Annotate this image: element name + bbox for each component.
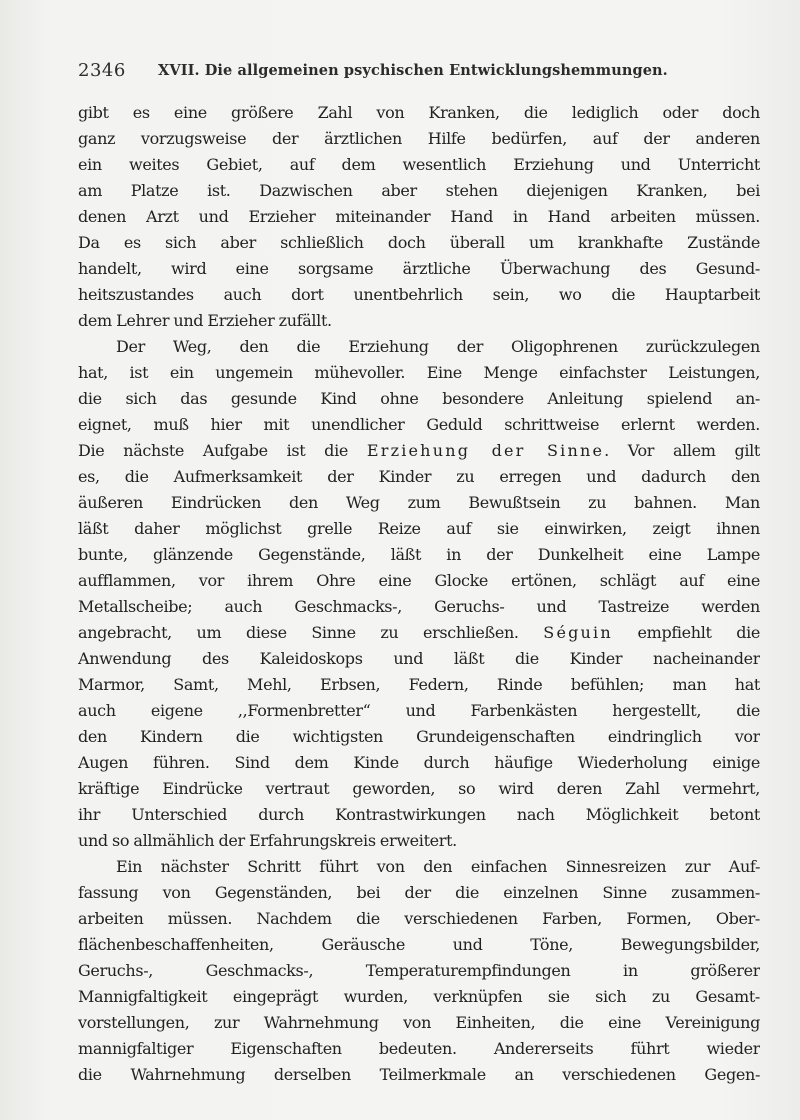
- text-fragment: Die nächste Aufgabe ist die: [78, 441, 367, 460]
- spaced-term: Séguin: [543, 623, 613, 642]
- text-line: denen Arzt und Erzieher miteinander Hand in Hand arbeiten müssen.: [78, 207, 760, 226]
- spaced-term: Erziehung der Sinne: [366, 441, 605, 460]
- text-line: mannigfaltiger Eigenschaften bedeuten. Andererseits führt wieder: [78, 1039, 760, 1058]
- text-line: äußeren Eindrücken den Weg zum Bewußtsein zu bahnen. Man: [78, 493, 760, 512]
- text-line: aufflammen, vor ihrem Ohre eine Glocke ertönen, schlägt auf eine: [78, 571, 760, 590]
- text-line: hat, ist ein ungemein mühevoller. Eine Menge einfachster Leistungen,: [78, 363, 760, 382]
- text-line: Da es sich aber schließlich doch überall um krankhafte Zustände: [78, 233, 760, 252]
- text-line: am Platze ist. Dazwischen aber stehen diejenigen Kranken, bei: [78, 181, 760, 200]
- text-line: heitszustandes auch dort unentbehrlich sein, wo die Hauptarbeit: [78, 285, 760, 304]
- text-line: die sich das gesunde Kind ohne besondere Anleitung spielend an-: [78, 389, 760, 408]
- text-line: fassung von Gegenständen, bei der die einzelnen Sinne zusammen-: [78, 883, 760, 902]
- text-line-with-spaced-term: [78, 620, 760, 646]
- text-fragment: empfiehlt die: [612, 623, 760, 642]
- text-line: Augen führen. Sind dem Kinde durch häufige Wiederholung einige: [78, 753, 760, 772]
- text-line: vorstellungen, zur Wahrnehmung von Einheiten, die eine Vereinigung: [78, 1013, 760, 1032]
- text-line: kräftige Eindrücke vertraut geworden, so wird deren Zahl vermehrt,: [78, 779, 760, 798]
- page-header: [78, 60, 678, 86]
- text-line: Geruchs-, Geschmacks-, Temperaturempfindungen in größerer: [78, 961, 760, 980]
- text-line: läßt daher möglichst grelle Reize auf sie einwirken, zeigt ihnen: [78, 519, 760, 538]
- text-line: es, die Aufmerksamkeit der Kinder zu erregen und dadurch den: [78, 467, 760, 486]
- page-number: 2346: [78, 60, 126, 81]
- text-line: arbeiten müssen. Nachdem die verschiedenen Farben, Formen, Ober-: [78, 909, 760, 928]
- text-line: flächenbeschaffenheiten, Geräusche und Töne, Bewegungsbilder,: [78, 935, 760, 954]
- text-line: ein weites Gebiet, auf dem wesentlich Erziehung und Unterricht: [78, 155, 760, 174]
- paragraph-end-line: dem Lehrer und Erzieher zufällt.: [78, 311, 332, 330]
- text-line: den Kindern die wichtigsten Grundeigenschaften eindringlich vor: [78, 727, 760, 746]
- text-fragment: . Vor allem gilt: [604, 441, 760, 460]
- text-line: Anwendung des Kaleidoskops und läßt die Kinder nacheinander: [78, 649, 760, 668]
- paragraph-start-line: Ein nächster Schritt führt von den einfachen Sinnesreizen zur Auf-: [116, 857, 760, 876]
- paragraph-start-line: Der Weg, den die Erziehung der Oligophrenen zurückzulegen: [116, 337, 760, 356]
- text-line: ganz vorzugsweise der ärztlichen Hilfe bedürfen, auf der anderen: [78, 129, 760, 148]
- text-line: eignet, muß hier mit unendlicher Geduld schrittweise erlernt werden.: [78, 415, 760, 434]
- text-line: Mannigfaltigkeit eingeprägt wurden, verknüpfen sie sich zu Gesamt-: [78, 987, 760, 1006]
- body-text: [78, 100, 760, 1088]
- text-fragment: angebracht, um diese Sinne zu erschließen.: [78, 623, 544, 642]
- running-head: XVII. Die allgemeinen psychischen Entwicklungshemmungen.: [158, 62, 668, 79]
- paragraph-end-line: und so allmählich der Erfahrungskreis erweitert.: [78, 831, 457, 850]
- text-line: Marmor, Samt, Mehl, Erbsen, Federn, Rinde befühlen; man hat: [78, 675, 760, 694]
- text-line: die Wahrnehmung derselben Teilmerkmale an verschiedenen Gegen-: [78, 1065, 760, 1084]
- text-line: Metallscheibe; auch Geschmacks-, Geruchs- und Tastreize werden: [78, 597, 760, 616]
- text-line: handelt, wird eine sorgsame ärztliche Überwachung des Gesund-: [78, 259, 760, 278]
- text-line: bunte, glänzende Gegenstände, läßt in der Dunkelheit eine Lampe: [78, 545, 760, 564]
- text-line-with-spaced-term: [78, 438, 760, 464]
- text-line: gibt es eine größere Zahl von Kranken, die lediglich oder doch: [78, 103, 760, 122]
- text-line: ihr Unterschied durch Kontrastwirkungen nach Möglichkeit betont: [78, 805, 760, 824]
- text-line: auch eigene ,,Formenbretter“ und Farbenkästen hergestellt, die: [78, 701, 760, 720]
